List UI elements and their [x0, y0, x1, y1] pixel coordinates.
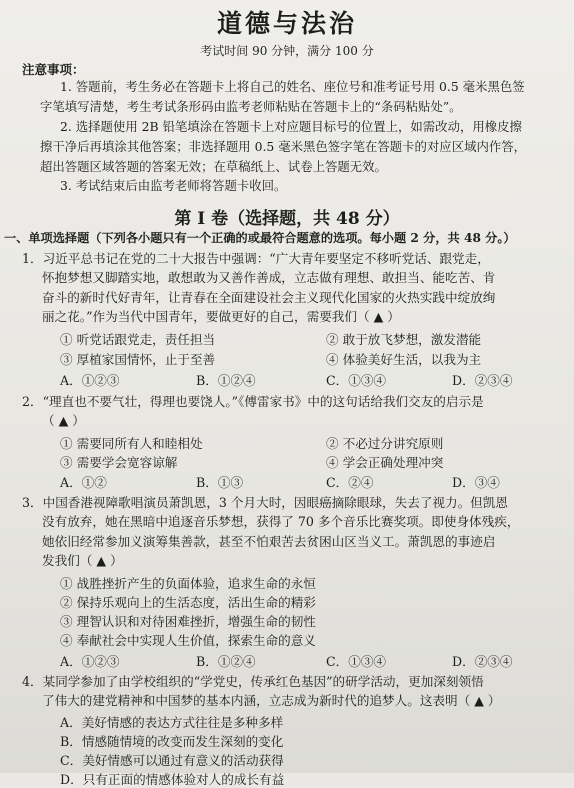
question-stem-line: 4．某同学参加了由学校组织的“学党史，传承红色基因”的研学活动，更加深刻领悟 — [22, 674, 484, 689]
answer-choice-c[interactable]: C．美好情感可以通过有意义的活动获得 — [60, 753, 284, 768]
statement-item: ① 需要同所有人和睦相处 — [60, 436, 203, 451]
statement-item: ③ 需要学会宽容谅解 — [60, 455, 178, 470]
answer-choice-b[interactable]: B．①②④ — [196, 654, 256, 669]
statement-item: ④ 体验美好生活，以我为主 — [326, 352, 482, 367]
question-3 — [22, 493, 519, 571]
statement-item: ③ 理智认识和对待困难挫折，增强生命的韧性 — [60, 614, 316, 629]
statement-item: ④ 学会正确处理冲突 — [326, 455, 444, 470]
answer-choice-a[interactable]: A．①②③ — [60, 654, 120, 669]
question-stem-line: 了伟大的建党精神和中国梦的基本内涵，立志成为新时代的追梦人。这表明（ ▲ ） — [42, 693, 501, 709]
statement-item: ① 听党话跟党走，责任担当 — [60, 332, 216, 347]
question-stem-line: 怀抱梦想又脚踏实地，敢想敢为又善作善成，立志做有理想、敢担当、能吃苦、肯 — [42, 270, 496, 286]
section-instruction: 一、单项选择题（下列各小题只有一个正确的或最符合题意的选项。每小题 2 分，共 48 分。） — [4, 231, 516, 245]
answer-choice-b[interactable]: B．情感随情境的改变而发生深刻的变化 — [60, 734, 284, 749]
question-stem-line: 没有放弃，她在黑暗中追逐音乐梦想，获得了 70 多个音乐比赛奖项。即使身体残疾， — [42, 514, 520, 530]
note-2-line-3: 超出答题区域答题的答案无效；在草稿纸上、试卷上答题无效。 — [40, 159, 387, 174]
answer-choice-d[interactable]: D．只有正面的情感体验对人的成长有益 — [60, 772, 285, 787]
page-title: 道德与法治 — [216, 9, 357, 38]
question-stem-line: 1．习近平总书记在党的二十大报告中强调：“广大青年要坚定不移听党话、跟党走， — [22, 251, 490, 266]
statement-item: ④ 奉献社会中实现人生价值，探索生命的意义 — [60, 633, 316, 648]
answer-choice-d[interactable]: D．②③④ — [452, 654, 513, 669]
answer-choice-c[interactable]: C．②④ — [326, 475, 374, 490]
notes-heading: 注意事项： — [22, 62, 85, 77]
answer-choice-c[interactable]: C．①③④ — [326, 654, 387, 669]
note-1-line-2: 字笔填写清楚，考生考试条形码由监考老师粘贴在答题卡上的“条码粘贴处”。 — [40, 99, 462, 114]
note-2-line-2: 擦干净后再填涂其他答案；非选择题用 0.5 毫米黑色签字笔在答题卡的对应区域内作答， — [40, 139, 527, 154]
answer-choice-d[interactable]: D．②③④ — [452, 373, 513, 388]
statement-item: ② 敢于放飞梦想，激发潜能 — [326, 332, 482, 347]
question-stem-line: 她依旧经常参加义演筹集善款，甚至不怕艰苦去贫困山区当义工。萧凯恩的事迹启 — [42, 533, 496, 549]
answer-choice-d[interactable]: D．③④ — [452, 475, 500, 490]
question-stem-line: 奋斗的新时代好青年，让青春在全面建设社会主义现代化国家的火热实践中绽放绚 — [42, 289, 496, 305]
answer-choice-b[interactable]: B．①③ — [196, 475, 244, 490]
section-title: 第 Ⅰ 卷（选择题，共 48 分） — [174, 209, 400, 229]
note-2-line-1: 2. 选择题使用 2B 铅笔填涂在答题卡上对应题目标号的位置上，如需改动，用橡皮擦 — [60, 119, 522, 134]
answer-choice-a[interactable]: A．美好情感的表达方式往往是多种多样 — [60, 715, 284, 730]
question-1 — [22, 249, 495, 327]
question-stem-line: （ ▲ ） — [42, 413, 85, 429]
question-stem-line: 丽之花。”作为当代中国青年，要做更好的自己，需要我们（ ▲ ） — [42, 309, 400, 325]
question-4 — [22, 672, 500, 711]
statement-item: ② 保持乐观向上的生活态度，活出生命的精彩 — [60, 595, 316, 610]
answer-choice-a[interactable]: A．①② — [60, 475, 107, 490]
statement-item: ③ 厚植家国情怀，止于至善 — [60, 352, 216, 367]
answer-choice-a[interactable]: A．①②③ — [60, 373, 120, 388]
question-stem-line: 发我们（ ▲ ） — [42, 553, 123, 569]
statement-item: ② 不必过分讲究原则 — [326, 436, 444, 451]
statement-item: ① 战胜挫折产生的负面体验，追求生命的永恒 — [60, 576, 316, 591]
answer-choice-c[interactable]: C．①③④ — [326, 373, 387, 388]
note-3-line-1: 3. 考试结束后由监考老师将答题卡收回。 — [60, 178, 287, 193]
answer-choice-b[interactable]: B．①②④ — [196, 373, 256, 388]
question-stem-line: 3．中国香港视障歌唱演员萧凯恩，3 个月大时，因眼癌摘除眼球，失去了视力。但凯恩 — [22, 495, 508, 510]
question-stem-line: 2．“理直也不要气壮，得理也要饶人。”《傅雷家书》中的这句话给我们交友的启示是 — [22, 394, 484, 409]
question-2 — [22, 392, 484, 431]
note-1-line-1: 1. 答题前，考生务必在答题卡上将自己的姓名、座位号和准考证号用 0.5 毫米黑色签 — [60, 79, 525, 94]
exam-info: 考试时间 90 分钟，满分 100 分 — [200, 44, 374, 58]
